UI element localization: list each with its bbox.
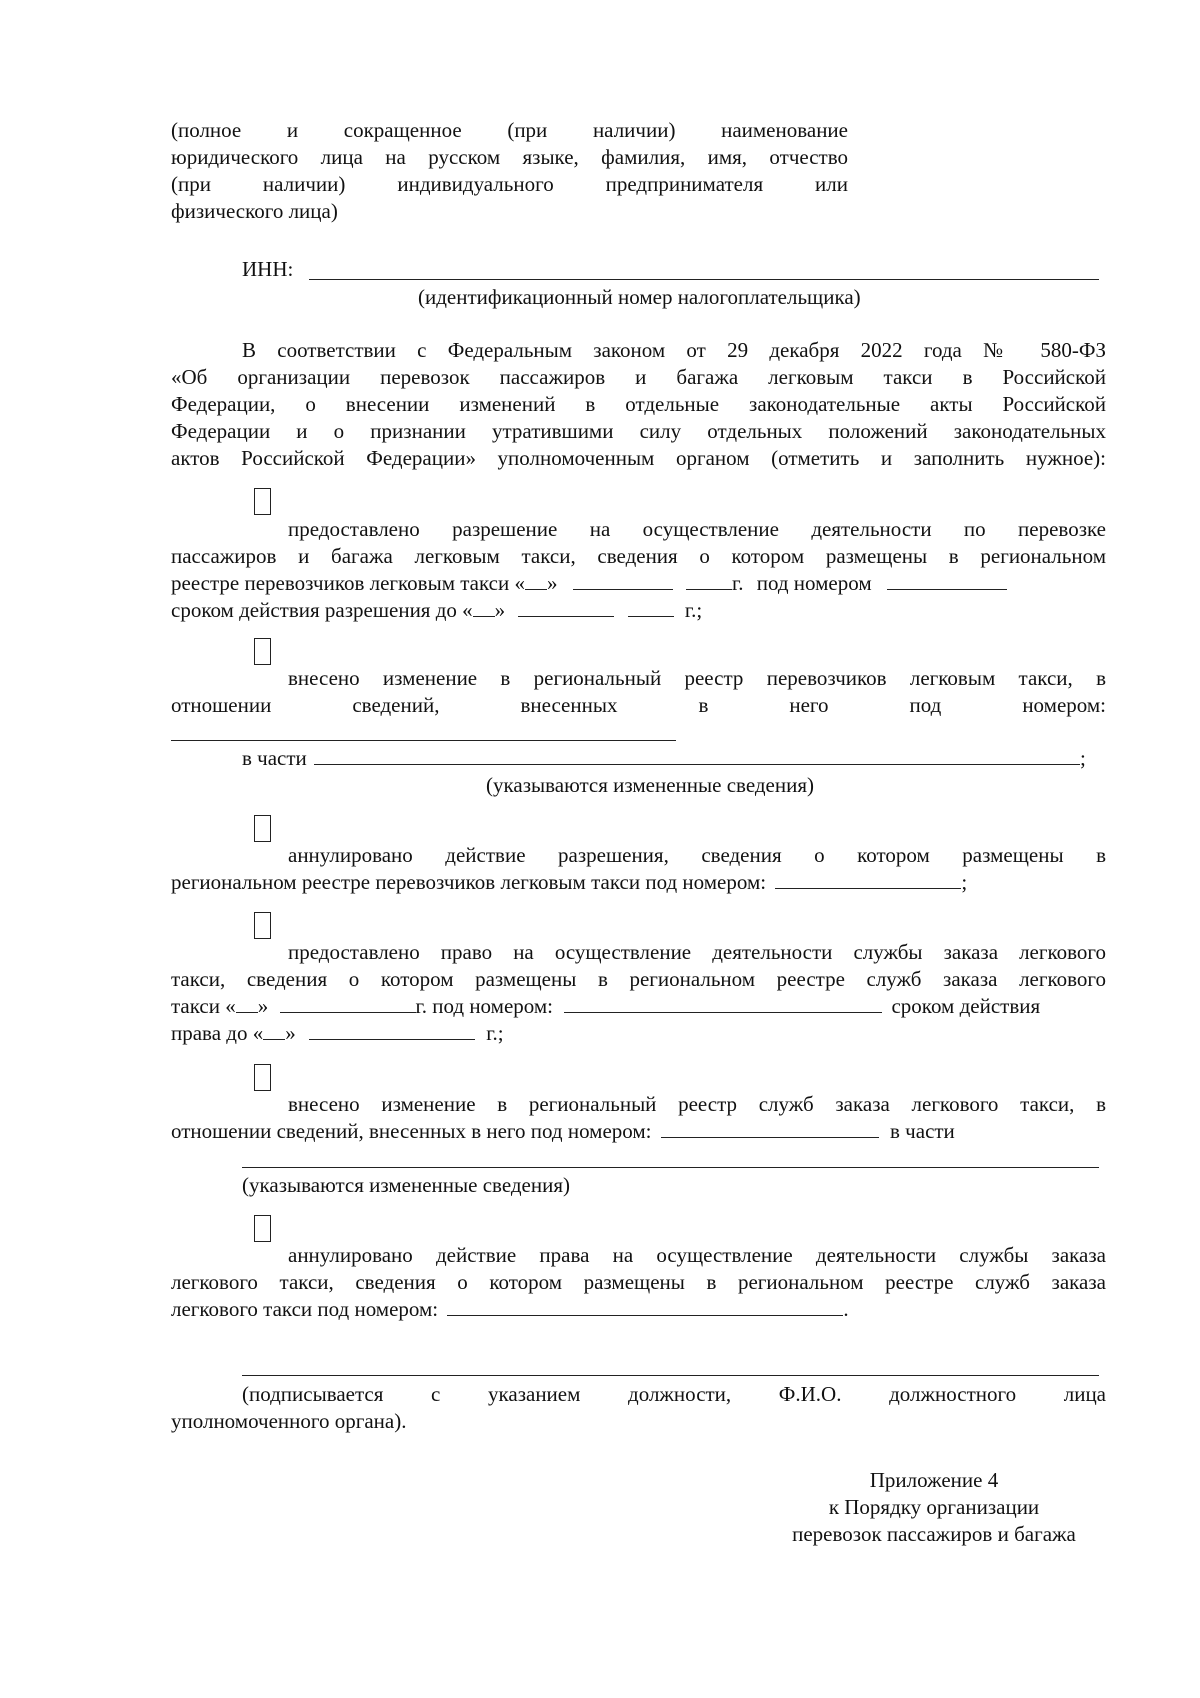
option4-line-2: такси, сведения о котором размещены в региональном реестре служб заказа легкового [171, 967, 1106, 991]
option2-line-1: внесено изменение в региональный реестр перевозчиков легковым такси, в [288, 666, 1106, 690]
intro-line-4: Федерации и о признании утратившими силу отдельных положений законодательных [171, 419, 1106, 443]
option4-day-field[interactable] [236, 994, 258, 1013]
option6-line-3 [171, 1296, 849, 1323]
option1-number-label: под номером [756, 571, 872, 595]
option2-number-line[interactable] [171, 740, 676, 741]
option6-line-2: легкового такси, сведения о котором размещены в региональном реестре служб заказа [171, 1270, 1106, 1294]
option1-validity-suffix: г.; [684, 598, 703, 622]
intro-line-2: «Об организации перевозок пассажиров и багажа легковым такси в Российской [171, 365, 1106, 389]
option6-line-1: аннулировано действие права на осуществление деятельности службы заказа [288, 1243, 1106, 1267]
option2-line-end: ; [1080, 746, 1086, 770]
intro-line-5: актов Российской Федерации» уполномоченным органом (отметить и заполнить нужное): [171, 446, 1106, 470]
option4-validity-quote-close: » [285, 1021, 296, 1045]
checkbox-permit-granted[interactable] [254, 488, 271, 515]
signature-line[interactable] [242, 1375, 1099, 1376]
option1-validity-day-field[interactable] [473, 598, 495, 617]
option1-year-field[interactable] [686, 571, 732, 590]
option1-line-2: пассажиров и багажа легковым такси, сведения о котором размещены в региональном [171, 544, 1106, 568]
option1-line-4 [171, 597, 702, 624]
appendix-title: Приложение 4 [869, 1468, 999, 1492]
signature-caption-line-1: (подписывается с указанием должности, Ф.И.О. должностного лица [242, 1382, 1106, 1406]
option4-number-label: г. под номером: [415, 994, 553, 1018]
option4-line-3 [171, 993, 1040, 1020]
checkbox-service-registry-change[interactable] [254, 1064, 271, 1091]
checkbox-permit-annulled[interactable] [254, 815, 271, 842]
option1-year-suffix: г. [731, 571, 744, 595]
option2-line-4 [242, 745, 1086, 772]
inn-caption: (идентификационный номер налогоплательщика) [418, 285, 861, 309]
option4-line-1: предоставлено право на осуществление деятельности службы заказа легкового [288, 940, 1106, 964]
option3-registry-text: региональном реестре перевозчиков легковым такси под номером: [171, 870, 767, 894]
option2-changes-field[interactable] [314, 746, 1080, 765]
option1-registry-text: реестре перевозчиков легковым такси « [171, 571, 525, 595]
option2-caption: (указываются измененные сведения) [486, 773, 814, 797]
option2-part-label: в части [242, 746, 307, 770]
option4-validity-suffix: г.; [486, 1021, 504, 1045]
signature-caption-line-2: уполномоченного органа). [171, 1409, 407, 1433]
option4-quote-close: » [257, 994, 269, 1018]
option1-line-3 [171, 570, 1106, 597]
option1-number-field[interactable] [887, 571, 1007, 590]
intro-line-3: Федерации, о внесении изменений в отдельные законодательные акты Российской [171, 392, 1106, 416]
header-line-1: (полное и сокращенное (при наличии) наименование [171, 118, 848, 142]
appendix-line-3: перевозок пассажиров и багажа [792, 1522, 1076, 1546]
option3-line-end: ; [961, 870, 968, 894]
header-line-4: физического лица) [171, 199, 338, 223]
option1-validity-month-field[interactable] [518, 598, 614, 617]
option6-number-field[interactable] [447, 1297, 843, 1316]
inn-field-line[interactable] [309, 279, 1099, 280]
checkbox-service-right-annulled[interactable] [254, 1215, 271, 1242]
option4-validity-day-field[interactable] [263, 1021, 285, 1040]
option6-number-text: легкового такси под номером: [171, 1297, 439, 1321]
header-line-3: (при наличии) индивидуального предпринимателя или [171, 172, 848, 196]
header-line-2: юридического лица на русском языке, фамилия, имя, отчество [171, 145, 848, 169]
option5-changes-line[interactable] [242, 1167, 1099, 1168]
option1-day-field[interactable] [525, 571, 547, 590]
option1-validity-text: сроком действия разрешения до « [171, 598, 473, 622]
option4-line-4 [171, 1020, 504, 1047]
option4-number-field[interactable] [564, 994, 882, 1013]
option3-number-field[interactable] [775, 870, 961, 889]
option1-validity-quote-close: » [494, 598, 506, 622]
option1-validity-year-field[interactable] [628, 598, 674, 617]
intro-line-1: В соответствии с Федеральным законом от 29 декабря 2022 года № 580-ФЗ [242, 338, 1106, 362]
option3-line-1: аннулировано действие разрешения, сведения о котором размещены в [288, 843, 1106, 867]
option4-month-year-field[interactable] [280, 994, 416, 1013]
option4-validity-date-field[interactable] [309, 1021, 475, 1040]
option5-number-field[interactable] [661, 1119, 879, 1138]
option4-taxi-text: такси « [171, 994, 236, 1018]
appendix-line-2: к Порядку организации [828, 1495, 1040, 1519]
option4-validity-text: права до « [171, 1021, 264, 1045]
checkbox-service-right-granted[interactable] [254, 912, 271, 939]
option4-validity-label: сроком действия [891, 994, 1041, 1018]
option5-number-text: отношении сведений, внесенных в него под номером: [171, 1119, 652, 1143]
option5-part-label: в части [890, 1119, 955, 1143]
option3-line-2 [171, 869, 967, 896]
option1-quote-close: » [546, 571, 558, 595]
checkbox-carrier-registry-change[interactable] [254, 638, 271, 665]
option5-line-1: внесено изменение в региональный реестр служб заказа легкового такси, в [288, 1092, 1106, 1116]
option5-caption: (указываются измененные сведения) [242, 1173, 570, 1197]
option5-line-2 [171, 1118, 955, 1145]
option1-line-1: предоставлено разрешение на осуществление деятельности по перевозке [288, 517, 1106, 541]
option1-month-field[interactable] [573, 571, 673, 590]
option6-line-end: . [843, 1297, 849, 1321]
option2-line-2: отношении сведений, внесенных в него под номером: [171, 693, 1106, 717]
inn-label: ИНН: [242, 257, 294, 281]
